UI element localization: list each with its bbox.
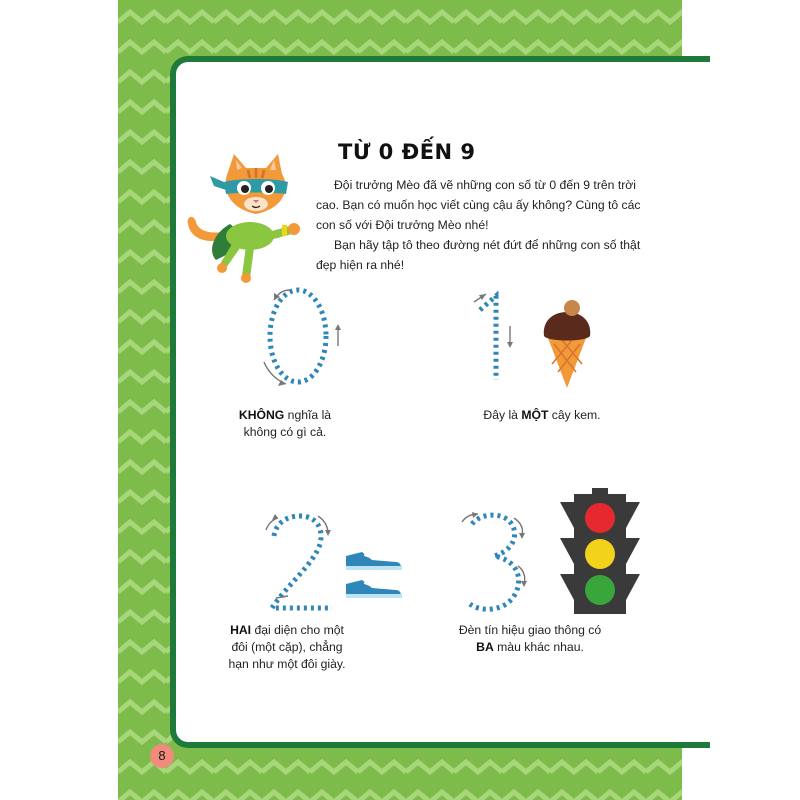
caption-zero — [222, 407, 348, 441]
yellow-light-icon — [585, 539, 615, 569]
caption-number-word: HAI — [230, 623, 252, 637]
intro-paragraph: Đội trưởng Mèo đã vẽ những con số từ 0 đến 9 trên trời cao. Bạn có muốn học viết cùng cậu ấy không? Cùng tô các con số với Đội trưởng Mèo nhé! — [316, 178, 641, 232]
digit-2-tracing — [262, 510, 342, 614]
page-title: TỪ 0 ĐẾN 9 — [338, 140, 476, 164]
traffic-light-icon — [560, 488, 640, 616]
caption-number-word: BA — [476, 640, 494, 654]
caption-text: Đây là — [483, 408, 522, 422]
intro-paragraph: Bạn hãy tập tô theo đường nét đứt để những con số thật đẹp hiện ra nhé! — [316, 238, 641, 272]
caption-two — [224, 622, 350, 673]
caption-one — [462, 407, 622, 424]
direction-arrow-icon — [276, 596, 288, 598]
caption-text: cây kem. — [548, 408, 601, 422]
caption-number-word: KHÔNG — [238, 408, 285, 422]
caption-text: Đèn tín hiệu giao thông có — [458, 623, 602, 637]
caption-number-word: MỘT — [521, 408, 549, 422]
digit-3-tracing — [458, 508, 534, 616]
red-light-icon — [585, 503, 615, 533]
caption-three — [456, 622, 604, 656]
shoes-pair-icon — [342, 546, 404, 602]
digit-0-tracing — [256, 284, 350, 390]
caption-text: màu khác nhau. — [493, 640, 584, 654]
caption-text: nghĩa là không có gì cả. — [243, 408, 332, 439]
caption-text: đại diện cho một đôi (một cặp), chẳng hạn như một đôi giày. — [228, 623, 346, 671]
ice-cream-icon — [540, 296, 594, 392]
digit-1-tracing — [466, 290, 526, 386]
shoe-icon — [346, 580, 402, 598]
intro-text — [316, 175, 651, 275]
green-light-icon — [585, 575, 615, 605]
superhero-cat-icon — [182, 152, 312, 292]
shoe-icon — [346, 552, 402, 570]
page-number-badge: 8 — [150, 744, 174, 768]
